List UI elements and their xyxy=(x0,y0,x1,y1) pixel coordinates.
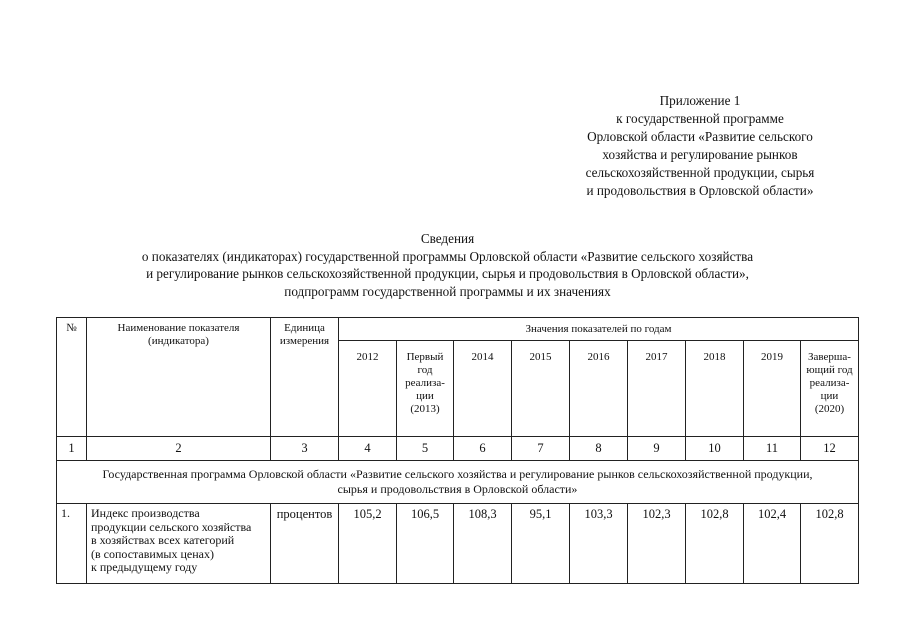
header-name: Наименование показателя (индикатора) xyxy=(87,318,271,437)
heading-line: подпрограмм государственной программы и их значениях xyxy=(284,283,611,299)
column-number: 2 xyxy=(87,437,271,461)
appendix-line: и продовольствия в Орловской области» xyxy=(586,183,814,198)
row-value: 106,5 xyxy=(397,504,454,584)
header-year: Первый год реализа- ции (2013) xyxy=(397,341,454,437)
document-heading xyxy=(40,230,855,300)
header-year: 2019 xyxy=(744,341,801,437)
column-number: 5 xyxy=(397,437,454,461)
column-number: 10 xyxy=(686,437,744,461)
header-year: 2018 xyxy=(686,341,744,437)
row-value: 103,3 xyxy=(570,504,628,584)
indicators-table xyxy=(56,317,859,584)
column-number: 7 xyxy=(512,437,570,461)
row-value: 105,2 xyxy=(339,504,397,584)
column-number: 4 xyxy=(339,437,397,461)
column-number: 3 xyxy=(271,437,339,461)
header-num: № xyxy=(57,318,87,437)
row-value: 95,1 xyxy=(512,504,570,584)
header-year: Заверша- ющий год реализа- ции (2020) xyxy=(801,341,859,437)
appendix-line: хозяйства и регулирование рынков xyxy=(602,147,798,162)
heading-title: Сведения xyxy=(420,231,475,246)
appendix-line: Орловской области «Развитие сельского xyxy=(587,129,813,144)
table-row xyxy=(57,504,859,584)
column-number: 12 xyxy=(801,437,859,461)
appendix-line: сельскохозяйственной продукции, сырья xyxy=(585,165,815,180)
row-value: 102,3 xyxy=(628,504,686,584)
row-value: 102,8 xyxy=(686,504,744,584)
row-value: 102,8 xyxy=(801,504,859,584)
heading-line: и регулирование рынков сельскохозяйственной продукции, сырья и продовольствия в Орловской области», xyxy=(146,266,749,281)
column-number: 1 xyxy=(57,437,87,461)
header-values-group: Значения показателей по годам xyxy=(339,318,859,341)
column-number: 9 xyxy=(628,437,686,461)
heading-line: о показателях (индикаторах) государственной программы Орловской области «Развитие сельского хозяйства xyxy=(141,248,754,264)
header-year: 2014 xyxy=(454,341,512,437)
header-year: 2016 xyxy=(570,341,628,437)
row-unit: процентов xyxy=(271,504,339,584)
header-year: 2015 xyxy=(512,341,570,437)
header-unit: Единица измерения xyxy=(271,318,339,437)
appendix-block xyxy=(555,92,845,200)
appendix-line: к государственной программе xyxy=(616,111,784,126)
column-number: 11 xyxy=(744,437,801,461)
appendix-line: Приложение 1 xyxy=(659,93,741,108)
program-row: Государственная программа Орловской области «Развитие сельского хозяйства и регулирование рынков сельскохозяйственной продукции, сырья и продовольствия в Орловской области» xyxy=(57,461,859,504)
column-number: 8 xyxy=(570,437,628,461)
header-year: 2017 xyxy=(628,341,686,437)
column-number: 6 xyxy=(454,437,512,461)
header-year: 2012 xyxy=(339,341,397,437)
row-name: Индекс производства продукции сельского хозяйства в хозяйствах всех категорий (в сопоставимых ценах) к предыдущему году xyxy=(87,504,271,584)
row-value: 108,3 xyxy=(454,504,512,584)
row-value: 102,4 xyxy=(744,504,801,584)
row-num: 1. xyxy=(57,504,87,584)
